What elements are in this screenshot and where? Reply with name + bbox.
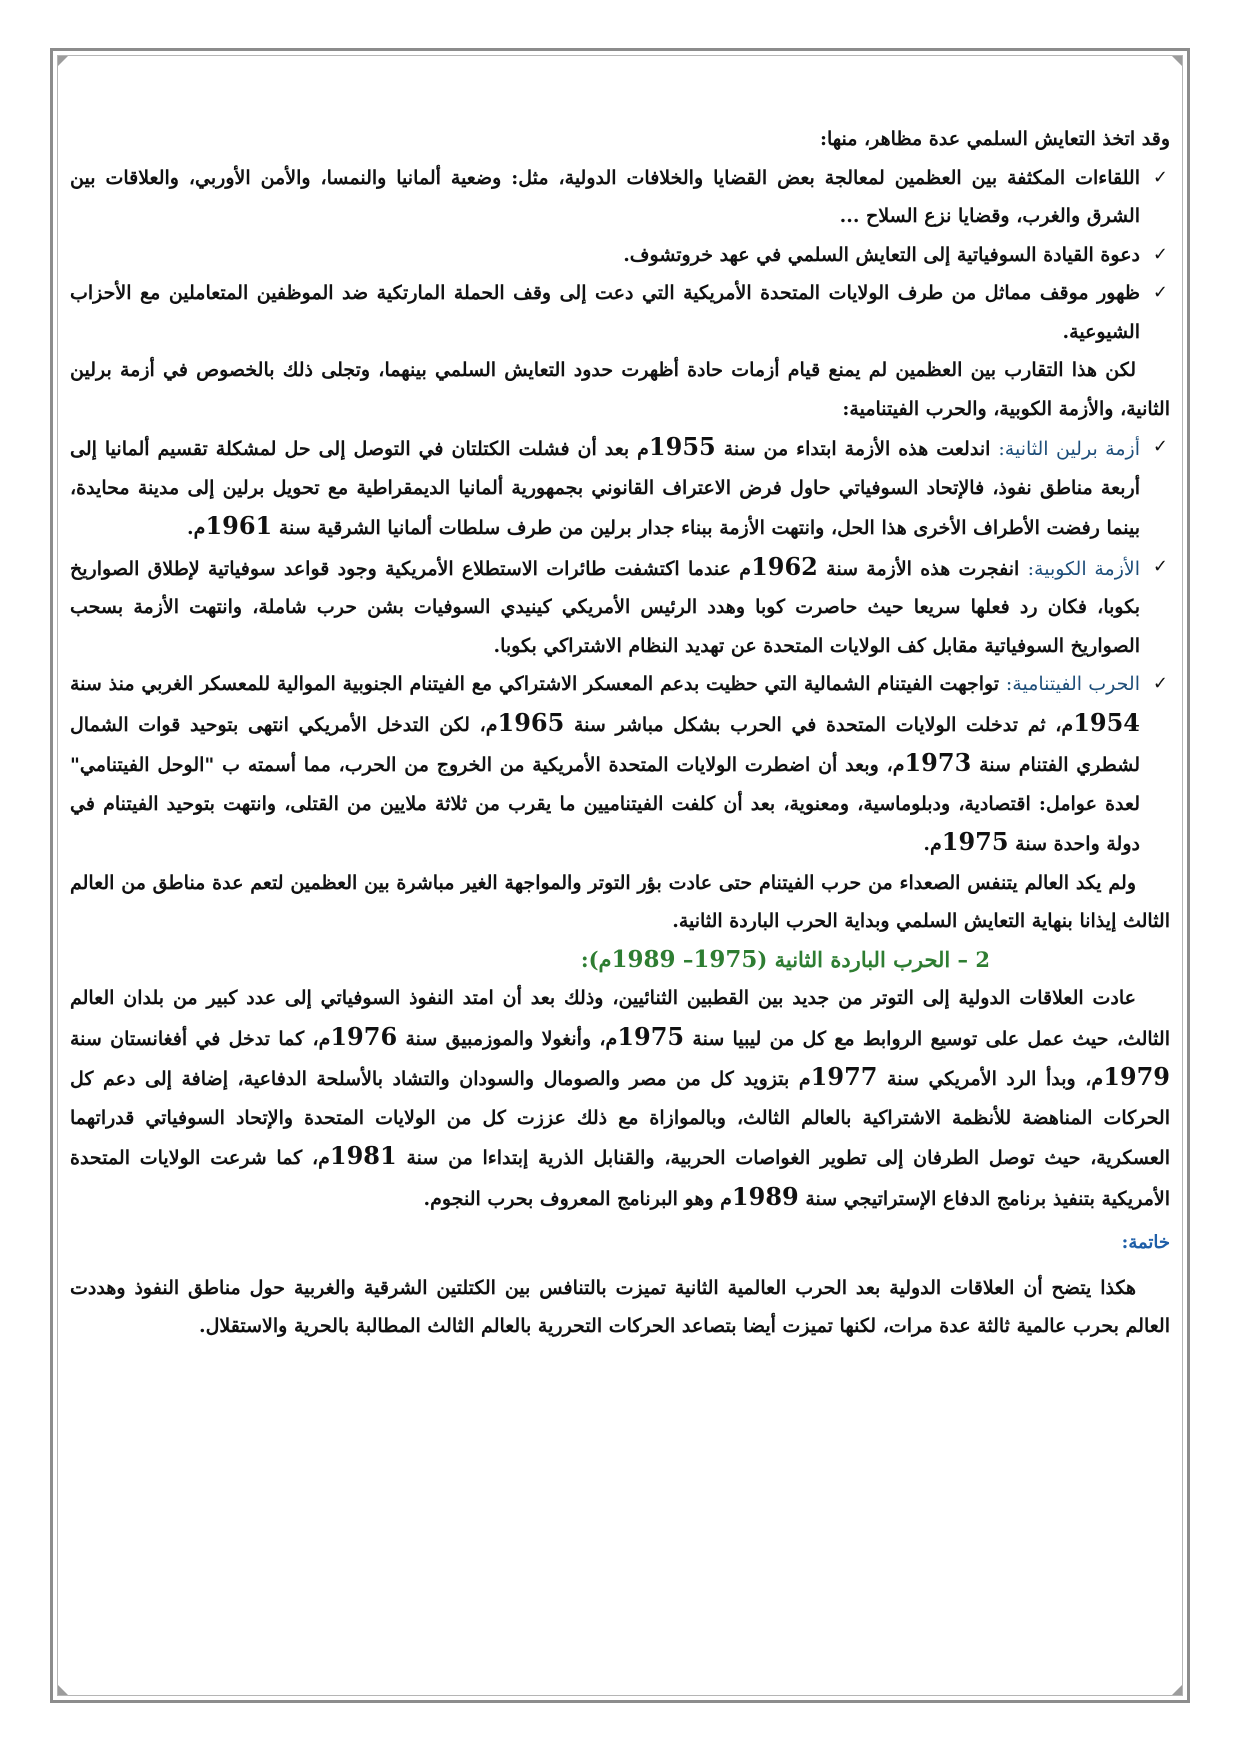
year: 1973 <box>904 748 972 777</box>
heading-text: – <box>675 946 694 972</box>
year: 1975 <box>617 1021 685 1051</box>
crisis-term: أزمة برلين الثانية: <box>998 438 1140 460</box>
corner-ornament-top-right <box>1172 56 1182 66</box>
year: 1975 <box>693 945 758 973</box>
checkmark-icon: ✓ <box>1152 166 1168 188</box>
year: 1989 <box>611 945 676 973</box>
crisis-text: م. <box>923 833 942 855</box>
crisis-text: م. <box>187 517 206 539</box>
year: 1976 <box>330 1021 398 1051</box>
paragraph-text: م، كما شرعت الولايات المتحدة الأمريكية بتنفيذ برنامج الدفاع الإستراتيجي سنة <box>70 1147 1170 1210</box>
year: 1962 <box>751 551 818 581</box>
paragraph-text: م، كما تدخل في أفغانستان سنة <box>70 1027 331 1050</box>
year: 1954 <box>1073 707 1140 737</box>
paragraph-text: عادت العلاقات الدولية إلى التوتر من جديد بين القطبين الثنائيين، وذلك بعد أن امتد النفوذ السوفياتي إلى عدد كبير من بلدان العالم الثالث، حيث عمل على توسيع الروابط مع كل من ليبيا سنة <box>70 987 1170 1050</box>
list-item <box>70 274 1170 351</box>
year: 1955 <box>648 432 716 461</box>
crisis-text: انفجرت هذه الأزمة سنة <box>817 557 1028 580</box>
transition-paragraph: ولم يكد العالم يتنفس الصعداء من حرب الفيتنام حتى عادت بؤر التوتر والمواجهة الغير مباشرة بين العظمين لتعم عدة مناطق من العالم الثالث إيذانا بنهاية التعايش السلمي وبداية الحرب الباردة الثانية. <box>70 871 1170 932</box>
manifestations-intro: وقد اتخذ التعايش السلمي عدة مظاهر، منها: <box>819 128 1170 150</box>
crisis-vietnam <box>70 665 1170 864</box>
year: 1975 <box>941 827 1009 856</box>
crisis-term: الأزمة الكوبية: <box>1027 557 1140 580</box>
year: 1979 <box>1103 1062 1170 1091</box>
checkmark-icon: ✓ <box>1152 555 1168 577</box>
conclusion-heading: خاتمة: <box>1121 1232 1170 1253</box>
crisis-text: م، ثم تدخلت الولايات المتحدة في الحرب بشكل مباشر سنة <box>564 713 1074 736</box>
checkmark-icon: ✓ <box>1152 673 1168 694</box>
list-item-text: اللقاءات المكثفة بين العظمين لمعالجة بعض القضايا والخلافات الدولية، مثل: وضعية ألمانيا والنمسا، والأمن الأوربي، والعلاقات بين الشرق والغرب، وقضايا نزع السلاح ... <box>70 166 1140 227</box>
crises-list <box>70 428 1170 864</box>
crisis-term: الحرب الفيتنامية: <box>1005 673 1140 695</box>
year: 1977 <box>810 1062 878 1091</box>
heading-text: 2 – الحرب الباردة الثانية ( <box>757 946 990 972</box>
year: 1961 <box>205 511 273 540</box>
manifestations-list <box>70 159 1170 352</box>
section-2-heading <box>70 941 1170 980</box>
crisis-text: م، لكن التدخل الأمريكي انتهى بتوحيد قوات الشمال لشطري الفتنام سنة <box>70 713 1140 776</box>
crisis-text: م عندما اكتشفت طائرات الاستطلاع الأمريكية وجود قواعد سوفياتية لإطلاق الصواريخ بكوبا، فكان رد فعلها سريعا حيث حاصرت كوبا وهدد الرئيس الأمريكي كينيدي السوفيات بشن حرب شاملة، وانتهت الأزمة بسحب الصواريخ السوفياتية مقابل كف الولايات المتحدة عن تهديد النظام الاشتراكي بكوبا. <box>70 557 1140 657</box>
crisis-text: تواجهت الفيتنام الشمالية التي حظيت بدعم المعسكر الاشتراكي مع الفيتنام الجنوبية الموالية للمعسكر الغربي منذ سنة <box>70 673 1006 695</box>
crisis-text: م بعد أن فشلت الكتلتان في التوصل إلى حل لمشكلة تقسيم ألمانيا إلى أربعة مناطق نفوذ، فالإتحاد السوفياتي حاول فرض الاعتراف القانوني بجمهورية ألمانيا الديمقراطية مع تحويل برلين إلى مدينة محايدة، بينما رفضت الأطراف الأخرى هذا الحل، وانتهت الأزمة ببناء جدار برلين من طرف سلطات ألمانيا الشرقية سنة <box>70 438 1140 539</box>
list-item <box>70 159 1170 236</box>
year: 1989 <box>731 1181 799 1211</box>
conclusion-paragraph: هكذا يتضح أن العلاقات الدولية بعد الحرب العالمية الثانية تميزت بالتنافس بين الكتلتين الشرقية والغربية حول مناطق النفوذ وهددت العالم بحرب عالمية ثالثة عدة مرات، لكنها تميزت أيضا بتصاعد الحركات التحررية بالعالم الثالث المطالبة بالحرية والاستقلال. <box>70 1276 1170 1337</box>
document-body <box>70 120 1170 1346</box>
crisis-text: م، وبعد أن اضطرت الولايات المتحدة الأمريكية من الخروج من الحرب، مما أسمته ب "الوحل الفيتنامي" لعدة عوامل: اقتصادية، ودبلوماسية، ومعنوية، بعد أن كلفت الفيتناميين ما يقرب من ثلاثة ملايين من القتلى، وانتهت بتوحيد الفيتنام في دولة واحدة سنة <box>70 754 1140 855</box>
crisis-cuba <box>70 548 1170 666</box>
list-item-text: ظهور موقف مماثل من طرف الولايات المتحدة الأمريكية التي دعت إلى وقف الحملة المارتكية ضد الموظفين المتعاملين مع الأحزاب الشيوعية. <box>70 282 1140 343</box>
list-item <box>70 236 1170 275</box>
year: 1965 <box>497 707 565 737</box>
heading-text: م): <box>580 946 612 972</box>
corner-ornament-bottom-left <box>58 1685 68 1695</box>
corner-ornament-top-left <box>58 56 68 66</box>
corner-ornament-bottom-right <box>1172 1685 1182 1695</box>
checkmark-icon: ✓ <box>1152 243 1168 265</box>
paragraph-text: م بتزويد كل من مصر والصومال والسودان والتشاد بالأسلحة الدفاعية، إضافة إلى دعم كل الحركات المناهضة للأنظمة الاشتراكية بالعالم الثالث، وبالموازاة مع ذلك عززت كل من الولايات المتحدة والإتحاد السوفياتي قدراتهما العسكرية، حيث توصل الطرفان إلى تطوير الغواصات الحربية، والقنابل الذرية إبتداءا من سنة <box>70 1068 1170 1169</box>
paragraph-text: م، وأنغولا والموزمبيق سنة <box>397 1027 618 1050</box>
year: 1981 <box>329 1141 397 1170</box>
crises-intro: لكن هذا التقارب بين العظمين لم يمنع قيام أزمات حادة أظهرت حدود التعايش السلمي بينهما، وتجلى ذلك بالخصوص في أزمة برلين الثانية، والأزمة الكوبية، والحرب الفيتنامية: <box>70 359 1170 420</box>
crisis-text: اندلعت هذه الأزمة ابتداء من سنة <box>715 438 999 460</box>
crisis-berlin <box>70 428 1170 548</box>
list-item-text: دعوة القيادة السوفياتية إلى التعايش السلمي في عهد خروتشوف. <box>623 243 1140 266</box>
section-2-paragraph <box>70 979 1170 1218</box>
paragraph-text: م وهو البرنامج المعروف بحرب النجوم. <box>423 1187 732 1210</box>
checkmark-icon: ✓ <box>1152 436 1168 457</box>
paragraph-text: م، وبدأ الرد الأمريكي سنة <box>877 1068 1104 1090</box>
checkmark-icon: ✓ <box>1152 282 1168 303</box>
